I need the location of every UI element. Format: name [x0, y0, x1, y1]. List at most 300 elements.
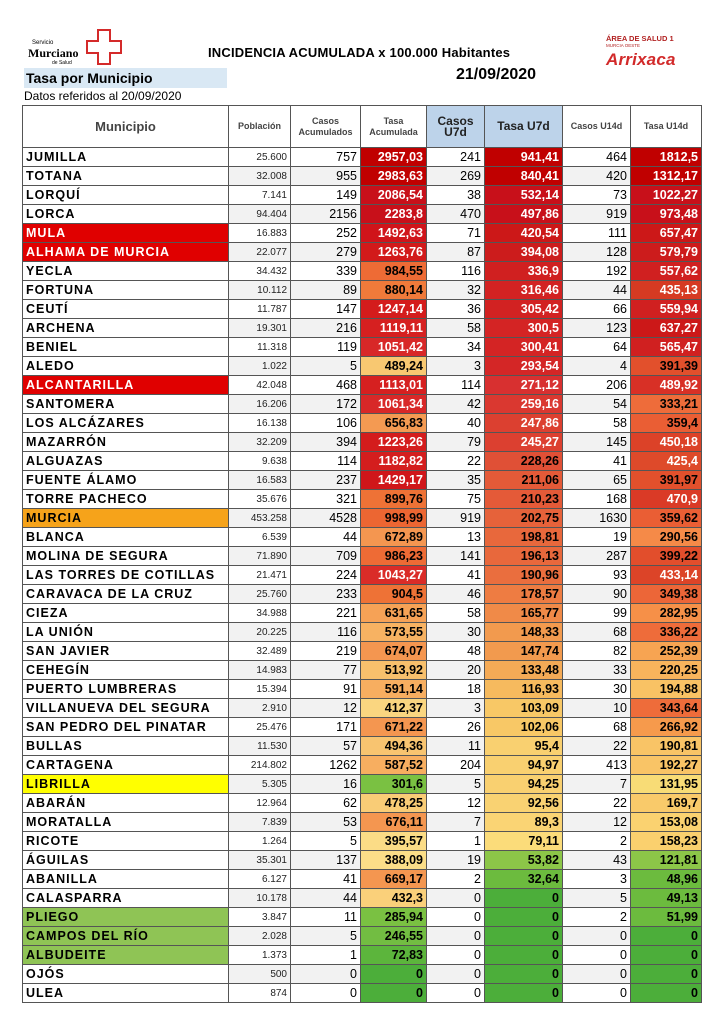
table-row	[23, 623, 702, 642]
municipio-cell: LORCA	[23, 205, 229, 224]
table-row	[23, 965, 702, 984]
municipio-cell: ABARÁN	[23, 794, 229, 813]
tasa-acumulada-cell: 984,55	[361, 262, 427, 281]
red-cross-icon	[84, 28, 124, 66]
logo-right-line1: ÁREA DE SALUD 1	[606, 34, 674, 43]
column-header: Tasa Acumulada	[361, 106, 427, 148]
tasa-u14d-cell: 0	[631, 927, 702, 946]
tasa-u7d-cell: 259,16	[485, 395, 563, 414]
table-row	[23, 167, 702, 186]
casos-u14d-cell: 206	[563, 376, 631, 395]
casos-acumulados-cell: 219	[291, 642, 361, 661]
casos-u14d-cell: 0	[563, 946, 631, 965]
municipio-cell: YECLA	[23, 262, 229, 281]
casos-u7d-cell: 87	[427, 243, 485, 262]
tasa-acumulada-cell: 1119,11	[361, 319, 427, 338]
logo-left-line2: Murciano	[28, 46, 79, 60]
tasa-acumulada-cell: 1043,27	[361, 566, 427, 585]
casos-u7d-cell: 5	[427, 775, 485, 794]
municipio-cell: CARTAGENA	[23, 756, 229, 775]
casos-u14d-cell: 168	[563, 490, 631, 509]
page-title: INCIDENCIA ACUMULADA x 100.000 Habitantes	[208, 45, 511, 60]
casos-u7d-cell: 26	[427, 718, 485, 737]
casos-u7d-cell: 40	[427, 414, 485, 433]
poblacion-cell: 10.112	[229, 281, 291, 300]
table-row	[23, 281, 702, 300]
poblacion-cell: 25.760	[229, 585, 291, 604]
table-row	[23, 566, 702, 585]
municipio-cell: CARAVACA DE LA CRUZ	[23, 585, 229, 604]
tasa-acumulada-cell: 2283,8	[361, 205, 427, 224]
tasa-u7d-cell: 532,14	[485, 186, 563, 205]
casos-acumulados-cell: 57	[291, 737, 361, 756]
tasa-u7d-cell: 0	[485, 946, 563, 965]
tasa-u14d-cell: 579,79	[631, 243, 702, 262]
tasa-u7d-cell: 941,41	[485, 148, 563, 167]
casos-u7d-cell: 79	[427, 433, 485, 452]
casos-u7d-cell: 7	[427, 813, 485, 832]
table-row	[23, 851, 702, 870]
table-row	[23, 528, 702, 547]
casos-acumulados-cell: 2156	[291, 205, 361, 224]
poblacion-cell: 35.301	[229, 851, 291, 870]
tasa-u14d-cell: 425,4	[631, 452, 702, 471]
tasa-u14d-cell: 153,08	[631, 813, 702, 832]
casos-u7d-cell: 58	[427, 604, 485, 623]
casos-u7d-cell: 114	[427, 376, 485, 395]
casos-u14d-cell: 30	[563, 680, 631, 699]
data-date-note: Datos referidos al 20/09/2020	[24, 89, 182, 103]
column-header: Casos U14d	[563, 106, 631, 148]
table-row	[23, 889, 702, 908]
municipio-cell: TOTANA	[23, 167, 229, 186]
tasa-acumulada-cell: 1113,01	[361, 376, 427, 395]
tasa-acumulada-cell: 1223,26	[361, 433, 427, 452]
table-row	[23, 756, 702, 775]
municipio-cell: JUMILLA	[23, 148, 229, 167]
casos-acumulados-cell: 91	[291, 680, 361, 699]
tasa-acumulada-cell: 631,65	[361, 604, 427, 623]
tasa-u7d-cell: 300,5	[485, 319, 563, 338]
casos-u14d-cell: 7	[563, 775, 631, 794]
table-row	[23, 300, 702, 319]
municipio-cell: ABANILLA	[23, 870, 229, 889]
tasa-acumulada-cell: 1263,76	[361, 243, 427, 262]
casos-u14d-cell: 44	[563, 281, 631, 300]
table-row	[23, 376, 702, 395]
casos-u7d-cell: 38	[427, 186, 485, 205]
tasa-u7d-cell: 211,06	[485, 471, 563, 490]
tasa-acumulada-cell: 301,6	[361, 775, 427, 794]
report-date: 21/09/2020	[456, 66, 537, 83]
casos-u14d-cell: 43	[563, 851, 631, 870]
municipio-cell: TORRE PACHECO	[23, 490, 229, 509]
casos-u7d-cell: 470	[427, 205, 485, 224]
poblacion-cell: 3.847	[229, 908, 291, 927]
table-row	[23, 832, 702, 851]
casos-u14d-cell: 464	[563, 148, 631, 167]
casos-u14d-cell: 66	[563, 300, 631, 319]
table-row	[23, 414, 702, 433]
tasa-u7d-cell: 228,26	[485, 452, 563, 471]
tasa-acumulada-cell: 2983,63	[361, 167, 427, 186]
casos-u7d-cell: 141	[427, 547, 485, 566]
casos-acumulados-cell: 757	[291, 148, 361, 167]
municipio-cell: PLIEGO	[23, 908, 229, 927]
municipio-cell: VILLANUEVA DEL SEGURA	[23, 699, 229, 718]
tasa-acumulada-cell: 672,89	[361, 528, 427, 547]
tasa-u14d-cell: 190,81	[631, 737, 702, 756]
casos-u14d-cell: 90	[563, 585, 631, 604]
casos-u7d-cell: 58	[427, 319, 485, 338]
casos-u7d-cell: 30	[427, 623, 485, 642]
casos-u14d-cell: 128	[563, 243, 631, 262]
poblacion-cell: 5.305	[229, 775, 291, 794]
poblacion-cell: 35.676	[229, 490, 291, 509]
logo-right-brand: Arrixaca	[606, 50, 676, 69]
tasa-u7d-cell: 0	[485, 927, 563, 946]
tasa-u7d-cell: 316,46	[485, 281, 563, 300]
tasa-u7d-cell: 94,97	[485, 756, 563, 775]
casos-acumulados-cell: 44	[291, 528, 361, 547]
casos-acumulados-cell: 41	[291, 870, 361, 889]
casos-u7d-cell: 919	[427, 509, 485, 528]
tasa-u7d-cell: 210,23	[485, 490, 563, 509]
table-row	[23, 357, 702, 376]
tasa-acumulada-cell: 986,23	[361, 547, 427, 566]
tasa-acumulada-cell: 0	[361, 984, 427, 1003]
municipio-cell: ALGUAZAS	[23, 452, 229, 471]
column-header: Tasa U7d	[485, 106, 563, 148]
tasa-u7d-cell: 0	[485, 889, 563, 908]
casos-u14d-cell: 12	[563, 813, 631, 832]
tasa-u7d-cell: 394,08	[485, 243, 563, 262]
tasa-acumulada-cell: 998,99	[361, 509, 427, 528]
municipio-cell: CEUTÍ	[23, 300, 229, 319]
casos-u7d-cell: 46	[427, 585, 485, 604]
poblacion-cell: 94.404	[229, 205, 291, 224]
casos-u14d-cell: 287	[563, 547, 631, 566]
tasa-u7d-cell: 79,11	[485, 832, 563, 851]
casos-u7d-cell: 35	[427, 471, 485, 490]
casos-acumulados-cell: 955	[291, 167, 361, 186]
tasa-u7d-cell: 336,9	[485, 262, 563, 281]
tasa-u14d-cell: 290,56	[631, 528, 702, 547]
poblacion-cell: 7.141	[229, 186, 291, 205]
casos-acumulados-cell: 114	[291, 452, 361, 471]
tasa-acumulada-cell: 669,17	[361, 870, 427, 889]
tasa-u14d-cell: 489,92	[631, 376, 702, 395]
municipio-cell: BENIEL	[23, 338, 229, 357]
municipio-cell: MURCIA	[23, 509, 229, 528]
table-row	[23, 604, 702, 623]
column-header: Tasa U14d	[631, 106, 702, 148]
tasa-u7d-cell: 95,4	[485, 737, 563, 756]
tasa-u14d-cell: 349,38	[631, 585, 702, 604]
tasa-acumulada-cell: 0	[361, 965, 427, 984]
casos-u7d-cell: 241	[427, 148, 485, 167]
tasa-acumulada-cell: 671,22	[361, 718, 427, 737]
poblacion-cell: 500	[229, 965, 291, 984]
casos-u7d-cell: 13	[427, 528, 485, 547]
tasa-u14d-cell: 359,62	[631, 509, 702, 528]
casos-acumulados-cell: 0	[291, 965, 361, 984]
tasa-acumulada-cell: 513,92	[361, 661, 427, 680]
table-row	[23, 262, 702, 281]
casos-acumulados-cell: 77	[291, 661, 361, 680]
casos-u14d-cell: 93	[563, 566, 631, 585]
tasa-u14d-cell: 1022,27	[631, 186, 702, 205]
tasa-u7d-cell: 420,54	[485, 224, 563, 243]
casos-u14d-cell: 33	[563, 661, 631, 680]
tasa-acumulada-cell: 285,94	[361, 908, 427, 927]
municipio-cell: LA UNIÓN	[23, 623, 229, 642]
tasa-u14d-cell: 433,14	[631, 566, 702, 585]
tasa-acumulada-cell: 2957,03	[361, 148, 427, 167]
municipio-cell: SAN JAVIER	[23, 642, 229, 661]
tasa-u14d-cell: 450,18	[631, 433, 702, 452]
poblacion-cell: 16.583	[229, 471, 291, 490]
tasa-u14d-cell: 49,13	[631, 889, 702, 908]
poblacion-cell: 453.258	[229, 509, 291, 528]
tasa-u14d-cell: 470,9	[631, 490, 702, 509]
tasa-u14d-cell: 1812,5	[631, 148, 702, 167]
tasa-u14d-cell: 0	[631, 946, 702, 965]
tasa-u7d-cell: 198,81	[485, 528, 563, 547]
tasa-u7d-cell: 165,77	[485, 604, 563, 623]
table-row	[23, 148, 702, 167]
table-row	[23, 186, 702, 205]
casos-acumulados-cell: 221	[291, 604, 361, 623]
casos-u14d-cell: 2	[563, 908, 631, 927]
casos-u14d-cell: 54	[563, 395, 631, 414]
casos-acumulados-cell: 279	[291, 243, 361, 262]
casos-u14d-cell: 0	[563, 927, 631, 946]
poblacion-cell: 15.394	[229, 680, 291, 699]
tasa-u7d-cell: 147,74	[485, 642, 563, 661]
casos-u7d-cell: 0	[427, 889, 485, 908]
tasa-u14d-cell: 359,4	[631, 414, 702, 433]
tasa-acumulada-cell: 1182,82	[361, 452, 427, 471]
municipio-cell: LAS TORRES DE COTILLAS	[23, 566, 229, 585]
tasa-acumulada-cell: 412,37	[361, 699, 427, 718]
tasa-u7d-cell: 245,27	[485, 433, 563, 452]
poblacion-cell: 19.301	[229, 319, 291, 338]
table-row	[23, 946, 702, 965]
tasa-acumulada-cell: 1051,42	[361, 338, 427, 357]
casos-acumulados-cell: 119	[291, 338, 361, 357]
tasa-acumulada-cell: 587,52	[361, 756, 427, 775]
table-row	[23, 547, 702, 566]
tasa-u7d-cell: 148,33	[485, 623, 563, 642]
municipio-cell: ARCHENA	[23, 319, 229, 338]
poblacion-cell: 11.530	[229, 737, 291, 756]
tasa-u14d-cell: 399,22	[631, 547, 702, 566]
tasa-acumulada-cell: 388,09	[361, 851, 427, 870]
casos-u14d-cell: 64	[563, 338, 631, 357]
table-row	[23, 509, 702, 528]
tasa-acumulada-cell: 432,3	[361, 889, 427, 908]
casos-acumulados-cell: 149	[291, 186, 361, 205]
tasa-u14d-cell: 252,39	[631, 642, 702, 661]
casos-u7d-cell: 0	[427, 946, 485, 965]
tasa-u7d-cell: 89,3	[485, 813, 563, 832]
municipio-cell: ALCANTARILLA	[23, 376, 229, 395]
subtitle: Tasa por Municipio	[24, 68, 227, 88]
table-row	[23, 642, 702, 661]
municipio-cell: SANTOMERA	[23, 395, 229, 414]
tasa-acumulada-cell: 573,55	[361, 623, 427, 642]
table-header-row	[23, 106, 702, 148]
municipio-cell: MAZARRÓN	[23, 433, 229, 452]
poblacion-cell: 20.225	[229, 623, 291, 642]
casos-u14d-cell: 0	[563, 965, 631, 984]
municipio-cell: ÁGUILAS	[23, 851, 229, 870]
servicio-murciano-logo	[28, 28, 106, 68]
poblacion-cell: 16.138	[229, 414, 291, 433]
casos-acumulados-cell: 5	[291, 927, 361, 946]
tasa-u7d-cell: 102,06	[485, 718, 563, 737]
tasa-u7d-cell: 300,41	[485, 338, 563, 357]
casos-u14d-cell: 22	[563, 794, 631, 813]
casos-u14d-cell: 68	[563, 718, 631, 737]
table-row	[23, 661, 702, 680]
casos-u14d-cell: 123	[563, 319, 631, 338]
casos-u7d-cell: 116	[427, 262, 485, 281]
tasa-u14d-cell: 1312,17	[631, 167, 702, 186]
casos-u14d-cell: 2	[563, 832, 631, 851]
tasa-u7d-cell: 92,56	[485, 794, 563, 813]
casos-acumulados-cell: 89	[291, 281, 361, 300]
tasa-acumulada-cell: 478,25	[361, 794, 427, 813]
casos-u7d-cell: 48	[427, 642, 485, 661]
casos-acumulados-cell: 224	[291, 566, 361, 585]
logo-right-line2: MURCIA OESTE	[606, 43, 641, 48]
municipio-cell: ULEA	[23, 984, 229, 1003]
tasa-u14d-cell: 0	[631, 984, 702, 1003]
municipio-cell: OJÓS	[23, 965, 229, 984]
poblacion-cell: 214.802	[229, 756, 291, 775]
poblacion-cell: 7.839	[229, 813, 291, 832]
poblacion-cell: 16.883	[229, 224, 291, 243]
tasa-u7d-cell: 196,13	[485, 547, 563, 566]
table-row	[23, 699, 702, 718]
casos-u14d-cell: 73	[563, 186, 631, 205]
poblacion-cell: 10.178	[229, 889, 291, 908]
municipio-cell: LORQUÍ	[23, 186, 229, 205]
casos-u7d-cell: 0	[427, 927, 485, 946]
casos-u14d-cell: 68	[563, 623, 631, 642]
poblacion-cell: 32.008	[229, 167, 291, 186]
tasa-u7d-cell: 271,12	[485, 376, 563, 395]
poblacion-cell: 2.910	[229, 699, 291, 718]
logo-left-line1: Servicio	[32, 40, 54, 46]
casos-u14d-cell: 19	[563, 528, 631, 547]
tasa-u14d-cell: 336,22	[631, 623, 702, 642]
table-row	[23, 908, 702, 927]
municipio-cell: MORATALLA	[23, 813, 229, 832]
casos-u7d-cell: 36	[427, 300, 485, 319]
casos-u7d-cell: 1	[427, 832, 485, 851]
tasa-u7d-cell: 0	[485, 965, 563, 984]
tasa-acumulada-cell: 880,14	[361, 281, 427, 300]
casos-u7d-cell: 75	[427, 490, 485, 509]
tasa-u7d-cell: 53,82	[485, 851, 563, 870]
tasa-u7d-cell: 116,93	[485, 680, 563, 699]
casos-acumulados-cell: 252	[291, 224, 361, 243]
poblacion-cell: 22.077	[229, 243, 291, 262]
tasa-u7d-cell: 32,64	[485, 870, 563, 889]
poblacion-cell: 21.471	[229, 566, 291, 585]
tasa-u14d-cell: 657,47	[631, 224, 702, 243]
tasa-u7d-cell: 190,96	[485, 566, 563, 585]
tasa-u7d-cell: 293,54	[485, 357, 563, 376]
municipio-cell: RICOTE	[23, 832, 229, 851]
casos-u14d-cell: 99	[563, 604, 631, 623]
arrixaca-logo	[606, 34, 702, 74]
tasa-acumulada-cell: 1492,63	[361, 224, 427, 243]
casos-u7d-cell: 2	[427, 870, 485, 889]
casos-acumulados-cell: 339	[291, 262, 361, 281]
table-row	[23, 490, 702, 509]
tasa-u14d-cell: 391,39	[631, 357, 702, 376]
casos-u14d-cell: 5	[563, 889, 631, 908]
poblacion-cell: 14.983	[229, 661, 291, 680]
casos-acumulados-cell: 709	[291, 547, 361, 566]
tasa-u14d-cell: 266,92	[631, 718, 702, 737]
casos-acumulados-cell: 216	[291, 319, 361, 338]
table-row	[23, 870, 702, 889]
casos-u7d-cell: 12	[427, 794, 485, 813]
casos-u7d-cell: 34	[427, 338, 485, 357]
table-row	[23, 718, 702, 737]
casos-u7d-cell: 11	[427, 737, 485, 756]
poblacion-cell: 2.028	[229, 927, 291, 946]
tasa-u7d-cell: 840,41	[485, 167, 563, 186]
poblacion-cell: 6.127	[229, 870, 291, 889]
table-body	[23, 148, 702, 1003]
municipio-cell: LIBRILLA	[23, 775, 229, 794]
tasa-acumulada-cell: 2086,54	[361, 186, 427, 205]
column-header: Municipio	[23, 106, 229, 148]
tasa-acumulada-cell: 656,83	[361, 414, 427, 433]
table-row	[23, 680, 702, 699]
tasa-u7d-cell: 0	[485, 908, 563, 927]
casos-u7d-cell: 3	[427, 699, 485, 718]
casos-u7d-cell: 0	[427, 908, 485, 927]
tasa-u14d-cell: 158,23	[631, 832, 702, 851]
poblacion-cell: 34.988	[229, 604, 291, 623]
table-row	[23, 927, 702, 946]
table-row	[23, 737, 702, 756]
casos-acumulados-cell: 106	[291, 414, 361, 433]
casos-acumulados-cell: 4528	[291, 509, 361, 528]
casos-acumulados-cell: 53	[291, 813, 361, 832]
tasa-u7d-cell: 133,48	[485, 661, 563, 680]
municipio-cell: FORTUNA	[23, 281, 229, 300]
logo-left-line3: de Salud	[52, 60, 72, 66]
tasa-u7d-cell: 103,09	[485, 699, 563, 718]
casos-u7d-cell: 20	[427, 661, 485, 680]
municipio-cell: MULA	[23, 224, 229, 243]
municipio-cell: BLANCA	[23, 528, 229, 547]
tasa-u14d-cell: 0	[631, 965, 702, 984]
casos-u14d-cell: 1630	[563, 509, 631, 528]
municipio-cell: CEHEGÍN	[23, 661, 229, 680]
tasa-u7d-cell: 202,75	[485, 509, 563, 528]
casos-acumulados-cell: 137	[291, 851, 361, 870]
tasa-u7d-cell: 94,25	[485, 775, 563, 794]
